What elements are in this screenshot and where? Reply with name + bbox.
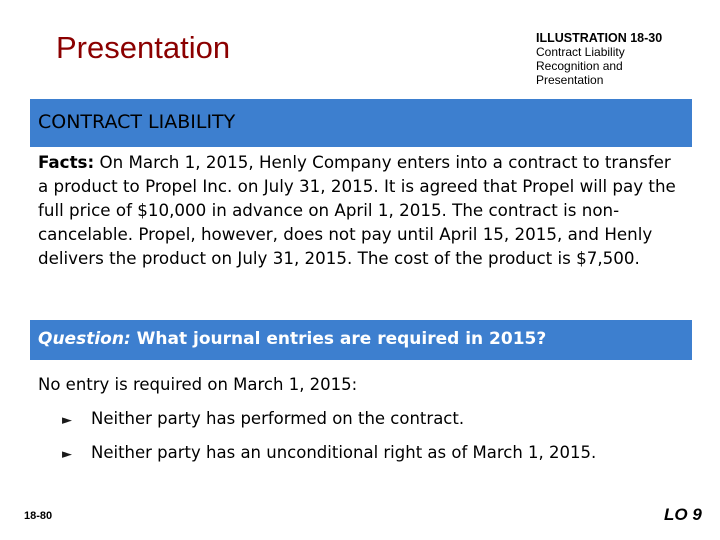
answer-lead: No entry is required on March 1, 2015: bbox=[38, 375, 358, 394]
illustration-caption-line: Presentation bbox=[536, 73, 604, 86]
facts-label: Facts: bbox=[38, 152, 95, 172]
illustration-caption bbox=[536, 31, 676, 86]
illustration-caption-line: Recognition and bbox=[536, 59, 623, 73]
answer-bullet bbox=[62, 409, 464, 428]
section-band bbox=[30, 99, 692, 147]
facts-text: On March 1, 2015, Henly Company enters into a contract to transfer a product to Propel Inc. on July 31, 2015. It is agreed that Propel will pay the full price of $10,000 in advance on April 1, 2015. The contract is non-cancelable. Propel, however, does not pay until April 15, 2015, and Henly delivers the product on July 31, 2015. The cost of the product is $7,500. bbox=[38, 152, 676, 268]
section-heading: CONTRACT LIABILITY bbox=[38, 111, 236, 133]
page-number: 18-80 bbox=[24, 510, 53, 522]
answer-bullet bbox=[62, 443, 596, 462]
bullet-arrow-icon: ► bbox=[62, 447, 72, 462]
facts-paragraph bbox=[38, 150, 678, 322]
answer-bullet-text: Neither party has performed on the contract. bbox=[91, 409, 465, 428]
question-text: What journal entries are required in 2015? bbox=[136, 329, 547, 349]
learning-objective-label: LO 9 bbox=[664, 505, 702, 524]
question-text-wrapper bbox=[38, 329, 546, 349]
page-title: Presentation bbox=[56, 30, 231, 65]
illustration-caption-line: Contract Liability bbox=[536, 45, 625, 59]
bullet-arrow-icon: ► bbox=[62, 413, 72, 428]
answer-bullet-text: Neither party has an unconditional right as of March 1, 2015. bbox=[91, 443, 597, 462]
illustration-number: ILLUSTRATION 18-30 bbox=[536, 31, 663, 45]
question-label: Question: bbox=[38, 329, 131, 349]
question-band bbox=[30, 320, 692, 360]
